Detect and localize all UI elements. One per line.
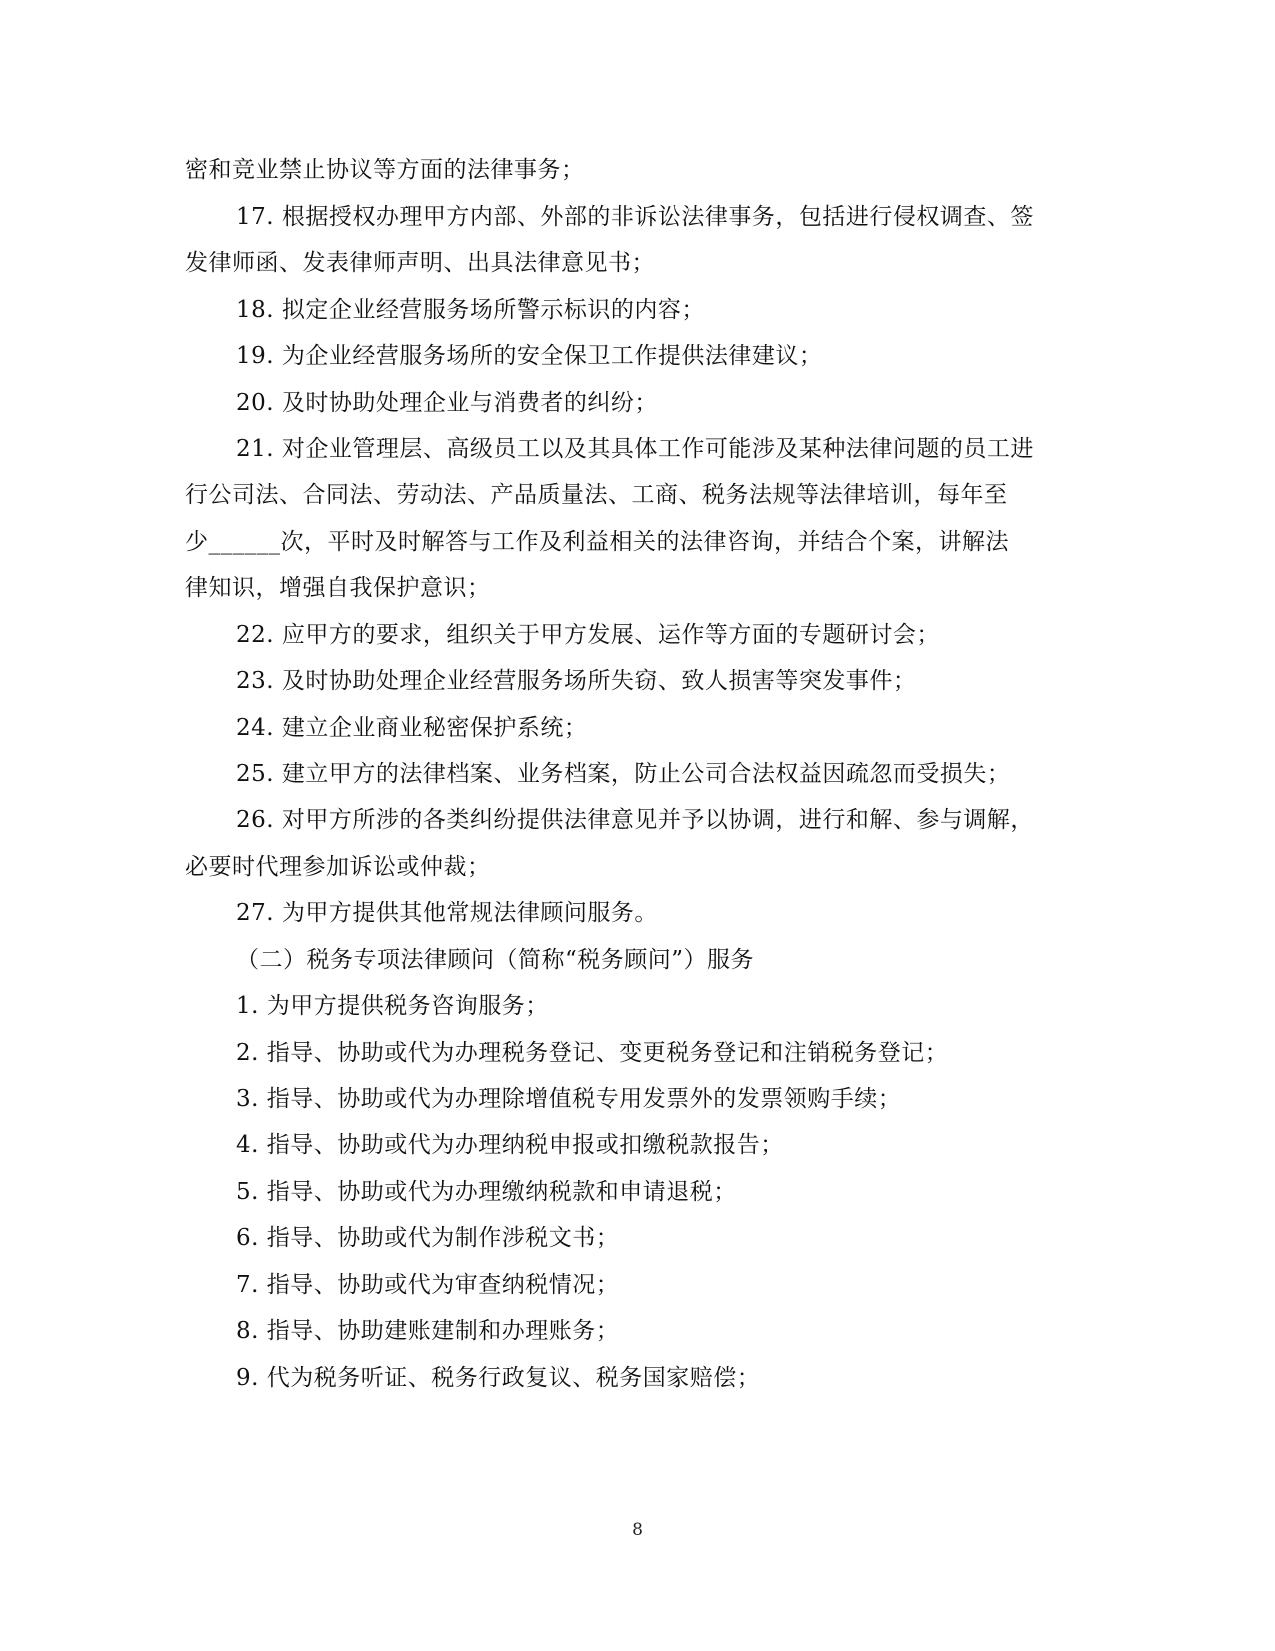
text-line: 律知识，增强自我保护意识； <box>185 575 491 601</box>
section-heading: （二）税务专项法律顾问（简称“税务顾问”）服务 <box>236 947 755 973</box>
text-line: 发律师函、发表律师声明、出具法律意见书； <box>185 250 655 276</box>
text-line: 少______次，平时及时解答与工作及利益相关的法律咨询，并结合个案，讲解法 <box>185 529 1009 555</box>
list-item-20: 20. 及时协助处理企业与消费者的纠纷； <box>236 390 658 416</box>
text-line: 必要时代理参加诉讼或仲裁； <box>185 854 491 880</box>
list-item-22: 22. 应甲方的要求，组织关于甲方发展、运作等方面的专题研讨会； <box>236 622 940 648</box>
list-item-23: 23. 及时协助处理企业经营服务场所失窃、致人损害等突发事件； <box>236 668 917 694</box>
list-item-18: 18. 拟定企业经营服务场所警示标识的内容； <box>236 297 705 323</box>
list-item-7: 7. 指导、协助或代为审查纳税情况； <box>236 1272 620 1298</box>
list-item-2: 2. 指导、协助或代为办理税务登记、变更税务登记和注销税务登记； <box>236 1040 949 1066</box>
list-item-17: 17. 根据授权办理甲方内部、外部的非诉讼法律事务，包括进行侵权调查、签 <box>236 204 1034 230</box>
list-item-4: 4. 指导、协助或代为办理纳税申报或扣缴税款报告； <box>236 1132 784 1158</box>
list-item-25: 25. 建立甲方的法律档案、业务档案，防止公司合法权益因疏忽而受损失； <box>236 761 1011 787</box>
list-item-5: 5. 指导、协助或代为办理缴纳税款和申请退税； <box>236 1179 737 1205</box>
list-item-6: 6. 指导、协助或代为制作涉税文书； <box>236 1225 620 1251</box>
list-item-8: 8. 指导、协助建账建制和办理账务； <box>236 1318 620 1344</box>
list-item-1: 1. 为甲方提供税务咨询服务； <box>236 993 549 1019</box>
page-number: 8 <box>632 1520 643 1540</box>
list-item-9: 9. 代为税务听证、税务行政复议、税务国家赔偿； <box>236 1365 761 1391</box>
list-item-24: 24. 建立企业商业秘密保护系统； <box>236 715 588 741</box>
list-item-21: 21. 对企业管理层、高级员工以及其具体工作可能涉及某种法律问题的员工进 <box>236 436 1034 462</box>
list-item-19: 19. 为企业经营服务场所的安全保卫工作提供法律建议； <box>236 343 823 369</box>
list-item-26: 26. 对甲方所涉的各类纠纷提供法律意见并予以协调，进行和解、参与调解， <box>236 807 1034 833</box>
text-line: 行公司法、合同法、劳动法、产品质量法、工商、税务法规等法律培训，每年至 <box>185 482 1008 508</box>
text-line: 密和竞业禁止协议等方面的法律事务； <box>185 157 585 183</box>
list-item-3: 3. 指导、协助或代为办理除增值税专用发票外的发票领购手续； <box>236 1086 902 1112</box>
list-item-27: 27. 为甲方提供其他常规法律顾问服务。 <box>236 900 658 926</box>
